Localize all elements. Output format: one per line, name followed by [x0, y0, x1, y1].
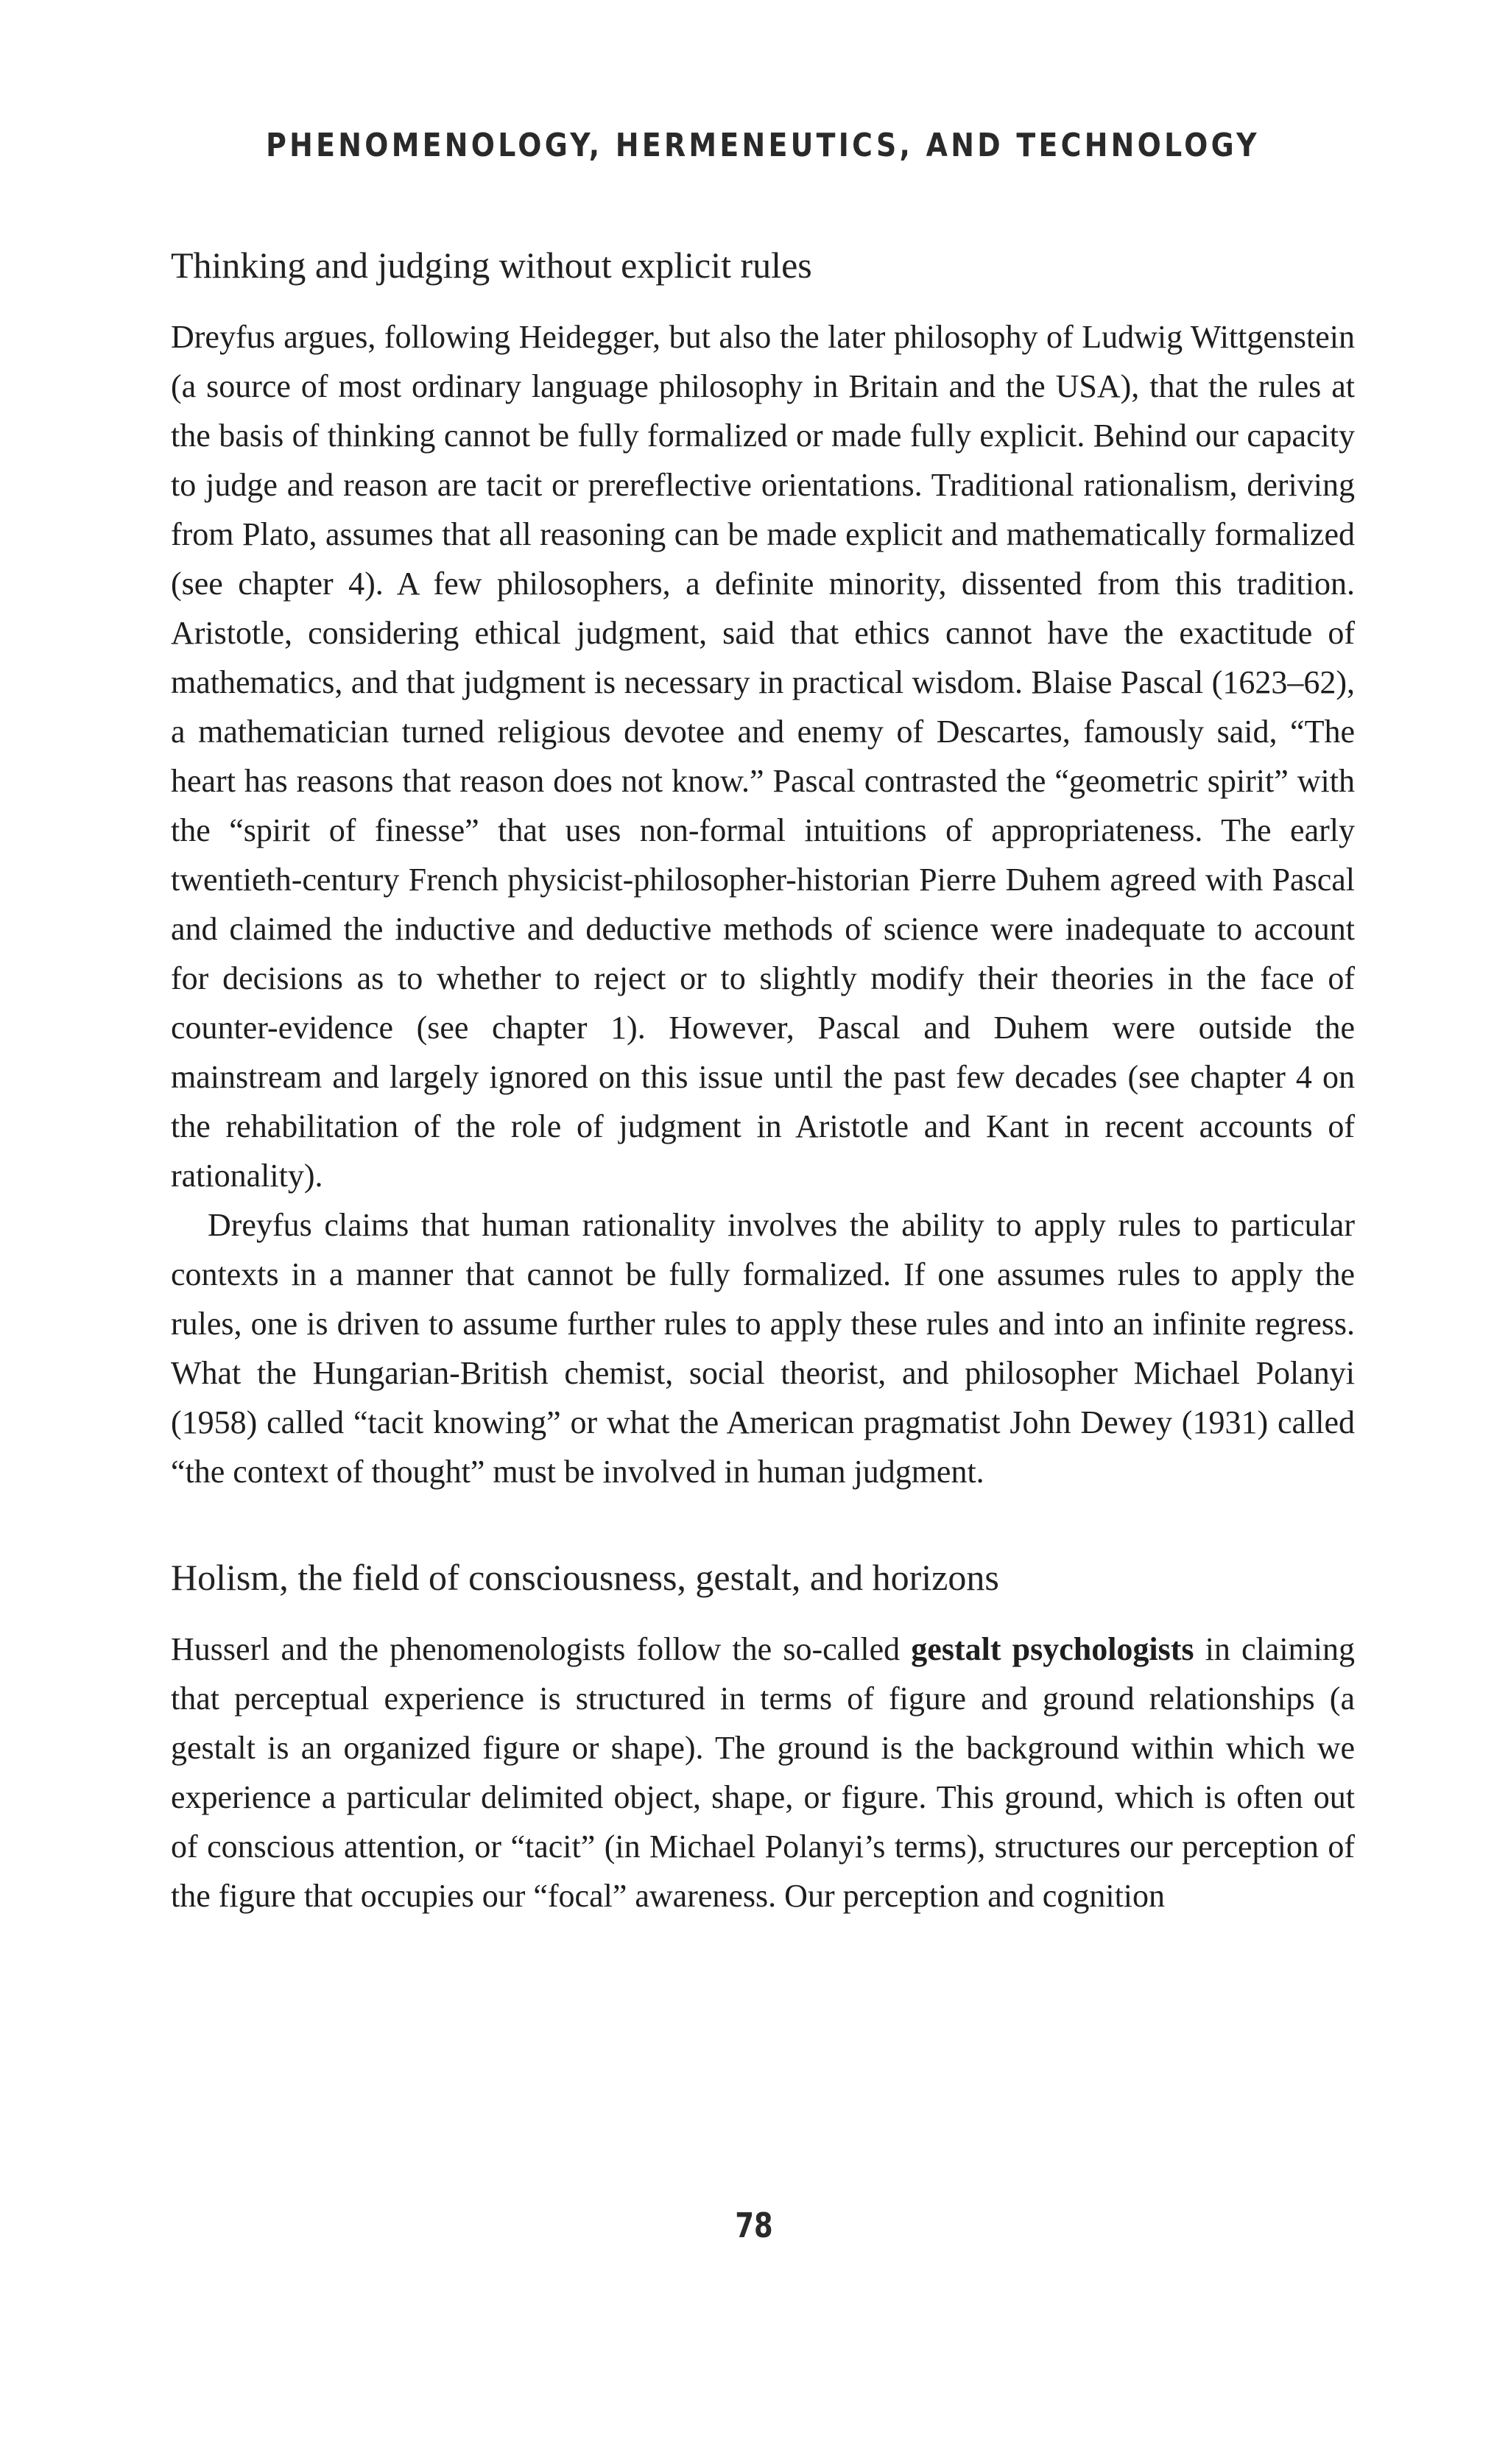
term-gestalt-psychologists: gestalt psychologists	[911, 1631, 1194, 1667]
paragraph-text-end: in claiming that perceptual experience is structured in terms of figure and ground relationships (a gestalt is an organized figure or shape). The ground is the background within which we experience a particular delimited object, shape, or figure. This ground, which is often out of conscious attention, or “tacit” (in Michael Polanyi’s terms), structures our perception of the figure that occupies our “focal” awareness. Our perception and cognition	[171, 1631, 1356, 1914]
section-heading-holism: Holism, the field of consciousness, gestalt, and horizons	[171, 1557, 999, 1598]
paragraph-dreyfus-argues: Dreyfus argues, following Heidegger, but also the later philosophy of Ludwig Wittgenstein (a source of most ordinary language philosophy in Britain and the USA), that the rules at the basis of thinking cannot be fully formalized or made fully explicit. Behind our capacity to judge and reason are tacit or prereflective orientations. Traditional rationalism, deriving from Plato, assumes that all reasoning can be made explicit and mathematically formalized (see chapter 4). A few philosophers, a definite minority, dissented from this tradition. Aristotle, considering ethical judgment, said that ethics cannot have the exactitude of mathematics, and that judgment is necessary in practical wisdom. Blaise Pascal (1623–62), a mathematician turned religious devotee and enemy of Descartes, famously said, “The heart has reasons that reason does not know.” Pascal contrasted the “geometric spirit” with the “spirit of finesse” that uses non-formal intuitions of appropriateness. The early twentieth-century French physicist-philosopher-historian Pierre Duhem agreed with Pascal and claimed the inductive and deductive methods of science were inadequate to account for decisions as to whether to reject or to slightly modify their theories in the face of counter-evidence (see chapter 1). However, Pascal and Duhem were outside the mainstream and largely ignored on this issue until the past few decades (see chapter 4 on the rehabilitation of the role of judgment in Aristotle and Kant in recent accounts of rationality).	[171, 319, 1355, 1194]
paragraph-husserl-gestalt	[171, 1625, 1355, 1921]
page-number: 78	[735, 2206, 773, 2245]
paragraph-text-start: Husserl and the phenomenologists follow the so-called	[171, 1631, 912, 1667]
page-body	[171, 243, 1355, 1921]
section-heading-thinking-and-judging: Thinking and judging without explicit rules	[171, 244, 812, 286]
paragraph-dreyfus-claims: Dreyfus claims that human rationality involves the ability to apply rules to particular contexts in a manner that cannot be fully formalized. If one assumes rules to apply the rules, one is driven to assume further rules to apply these rules and into an infinite regress. What the Hungarian-British chemist, social theorist, and philosopher Michael Polanyi (1958) called “tacit knowing” or what the American pragmatist John Dewey (1931) called “the context of thought” must be involved in human judgment.	[171, 1207, 1355, 1490]
running-head: PHENOMENOLOGY, HERMENEUTICS, AND TECHNOLOGY	[266, 127, 1260, 164]
